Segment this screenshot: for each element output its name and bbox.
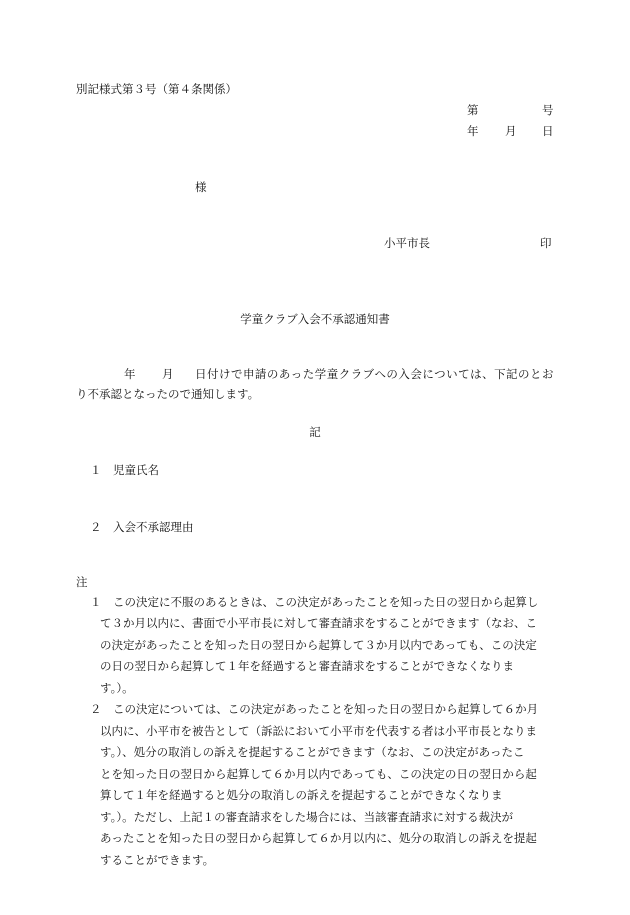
item-2-label: 入会不承認理由 xyxy=(113,520,194,534)
recipient-suffix: 様 xyxy=(195,180,207,194)
note-1-line-4: の日の翌日から起算して１年を経過すると審査請求をすることができなくなりま xyxy=(100,659,514,673)
note-1-line-5: す。）。 xyxy=(100,681,134,695)
body-month: 月 xyxy=(162,367,174,381)
note-1-line-3: の決定があったことを知った日の翌日から起算して３か月以内であっても、この決定 xyxy=(100,638,537,652)
body-text-line1-fill xyxy=(195,369,554,381)
date-day: 日 xyxy=(542,124,554,138)
note-2-line-8: することができます。 xyxy=(100,853,215,867)
document-number-suffix: 号 xyxy=(542,103,554,117)
body-text-line1-content: 日付けで申請のあった学童クラブへの入会については、下記のとお xyxy=(195,367,554,381)
note-1-number: １ xyxy=(90,595,102,609)
form-label: 別記様式第３号（第４条関係） xyxy=(76,82,237,96)
item-1-label: 児童氏名 xyxy=(113,463,159,477)
notes-heading: 注 xyxy=(76,575,88,589)
note-2-line-3: す。）、処分の取消しの訴えを提起することができます（なお、この決定があったこ xyxy=(100,745,525,759)
seal-mark: 印 xyxy=(540,236,552,250)
note-2-line-6: す。）。ただし、上記１の審査請求をした場合には、当該審査請求に対する裁決が xyxy=(100,810,514,824)
body-text-line1 xyxy=(195,369,554,381)
note-1-line-2: て３か月以内に、書面で小平市長に対して審査請求をすることができます（なお、こ xyxy=(100,616,537,630)
note-2-line-1: この決定については、この決定があったことを知った日の翌日から起算して６か月 xyxy=(113,702,539,716)
item-1-number: １ xyxy=(90,463,102,477)
note-2-line-5: 算して１年を経過すると処分の取消しの訴えを提起することができなくなりま xyxy=(100,788,503,802)
ki-heading xyxy=(0,427,630,439)
note-2-line-2: 以内に、小平市を被告として（訴訟において小平市を代表する者は小平市長となりま xyxy=(100,724,537,738)
note-2-line-7: あったことを知った日の翌日から起算して６か月以内に、処分の取消しの訴えを提起 xyxy=(100,831,537,845)
body-text-line2: り不承認となったので通知します。 xyxy=(76,387,260,401)
note-2-number: ２ xyxy=(90,702,102,716)
item-2-number: ２ xyxy=(90,520,102,534)
note-1-line-1: この決定に不服のあるときは、この決定があったことを知った日の翌日から起算し xyxy=(113,595,539,609)
document-number-prefix: 第 xyxy=(467,103,479,117)
date-year: 年 xyxy=(467,124,479,138)
body-year: 年 xyxy=(124,367,136,381)
document-title xyxy=(0,314,630,326)
note-2-line-4: とを知った日の翌日から起算して６か月以内であっても、この決定の日の翌日から起 xyxy=(100,767,537,781)
sender-title: 小平市長 xyxy=(384,236,430,250)
ki-text: 記 xyxy=(309,425,321,439)
date-month: 月 xyxy=(505,124,517,138)
document-title-text: 学童クラブ入会不承認通知書 xyxy=(240,312,390,326)
